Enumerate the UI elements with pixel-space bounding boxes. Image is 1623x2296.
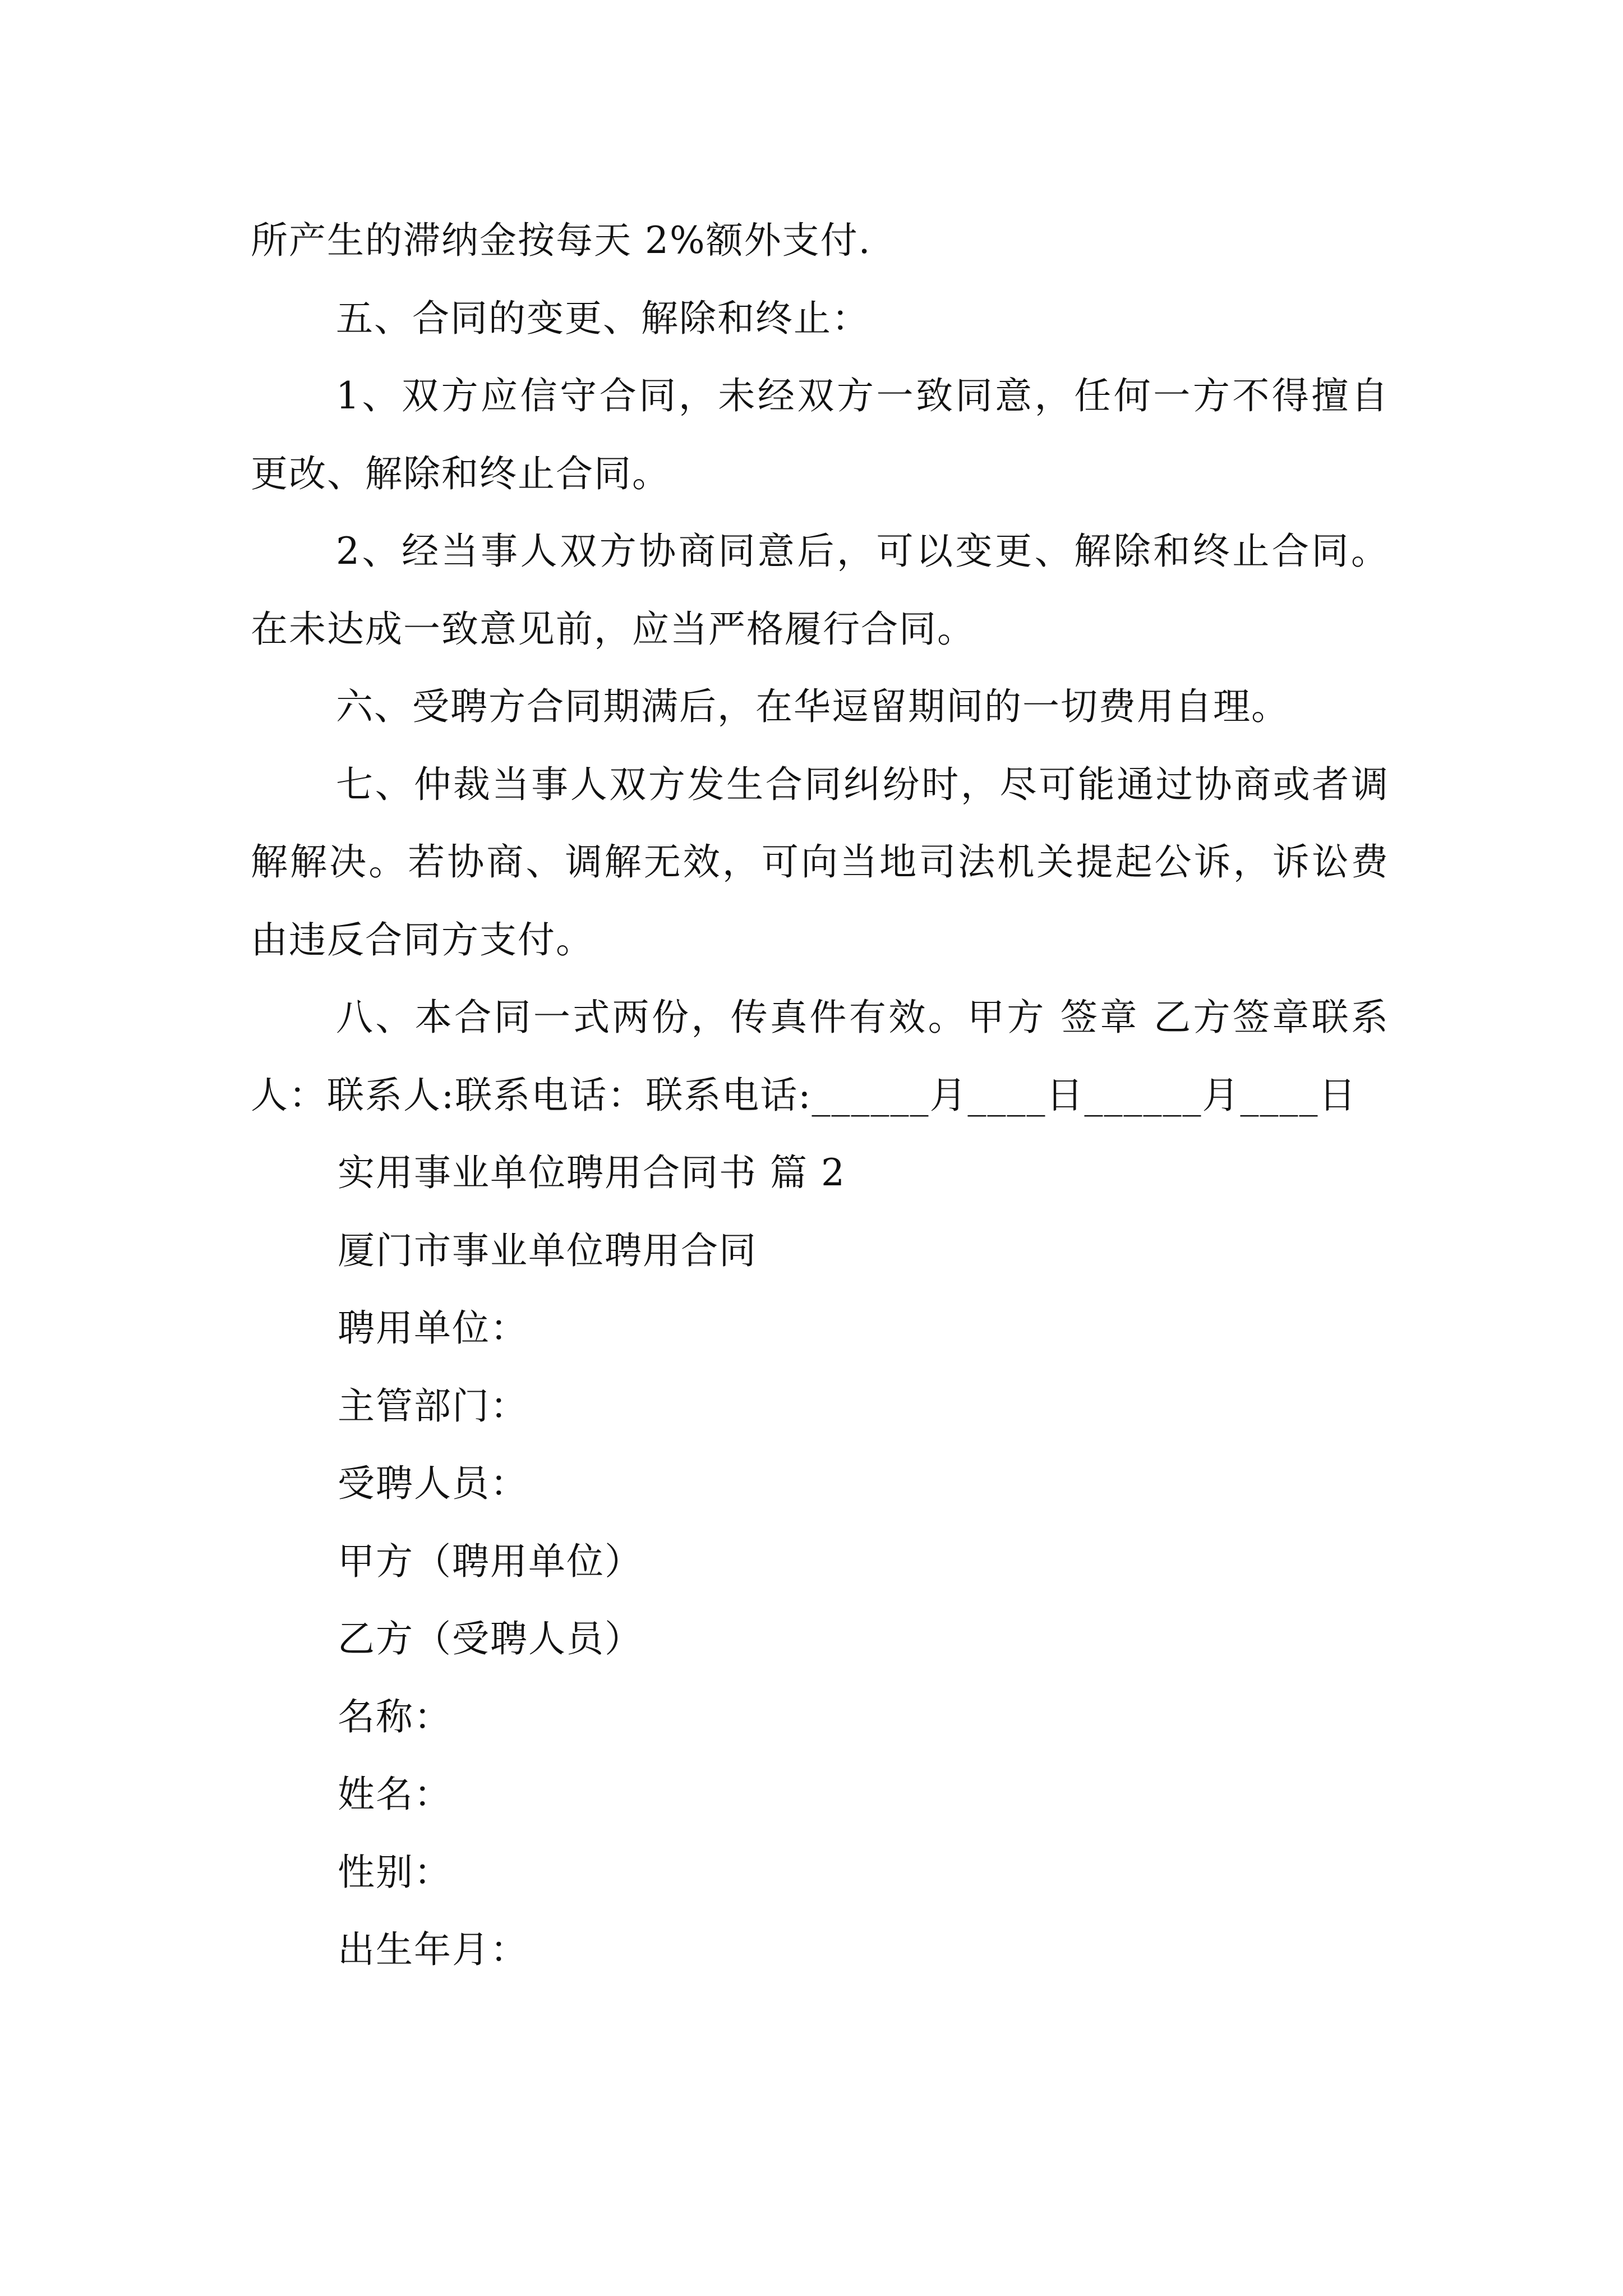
- paragraph-section-7: 七、仲裁当事人双方发生合同纠纷时，尽可能通过协商或者调解解决。若协商、调解无效，可向当地司法机关提起公诉，诉讼费由违反合同方支付。: [251, 762, 1389, 961]
- paragraph-section-5-item-1: 1、双方应信守合同，未经双方一致同意，任何一方不得擅自更改、解除和终止合同。: [251, 374, 1389, 495]
- heading-article-2: 实用事业单位聘用合同书 篇 2: [338, 1151, 846, 1194]
- paragraph-section-6: 六、受聘方合同期满后，在华逗留期间的一切费用自理。: [336, 685, 1289, 728]
- field-gender: 性别：: [338, 1850, 452, 1894]
- party-b-label: 乙方（受聘人员）: [338, 1617, 643, 1660]
- field-birth-date: 出生年月：: [338, 1928, 528, 1971]
- field-name-org: 名称：: [338, 1695, 452, 1738]
- paragraph-section-5-heading: 五、合同的变更、解除和终止：: [336, 296, 870, 340]
- field-person-name: 姓名：: [338, 1773, 452, 1816]
- paragraph-section-8: 八、本合同一式两份，传真件有效。甲方 签章 乙方签章联系人：联系人:联系电话：联系电话:______月____日______月____日: [251, 996, 1389, 1117]
- paragraph-section-5-item-2: 2、经当事人双方协商同意后，可以变更、解除和终止合同。在未达成一致意见前，应当严格履行合同。: [251, 530, 1389, 651]
- field-supervising-department: 主管部门：: [338, 1384, 528, 1428]
- field-employer: 聘用单位：: [338, 1306, 528, 1350]
- paragraph-late-fee: 所产生的滞纳金按每天 2%额外支付.: [251, 219, 872, 262]
- field-employee: 受聘人员：: [338, 1462, 528, 1505]
- contract-title: 厦门市事业单位聘用合同: [338, 1228, 757, 1272]
- document-body: [251, 202, 1389, 1989]
- party-a-label: 甲方（聘用单位）: [338, 1539, 643, 1583]
